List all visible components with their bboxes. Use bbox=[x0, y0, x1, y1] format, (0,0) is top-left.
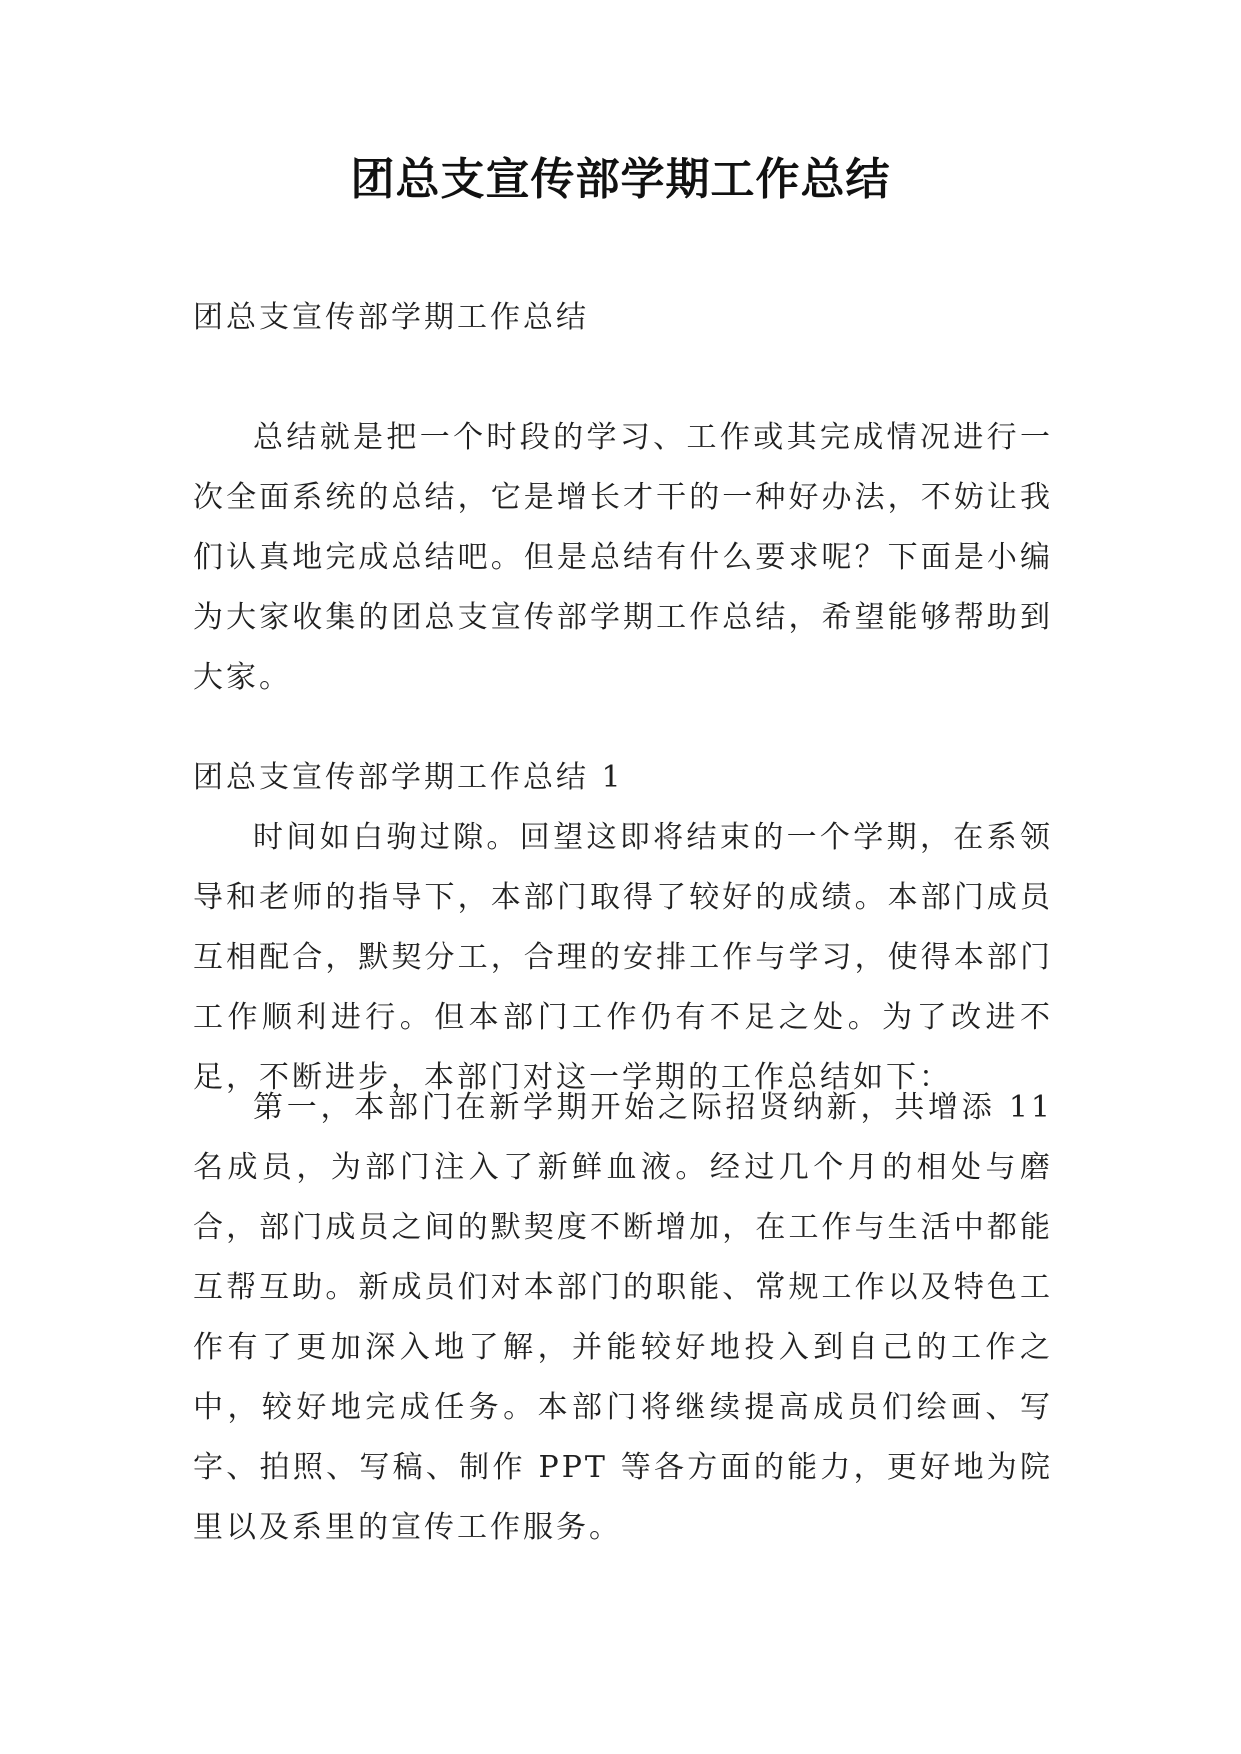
section-paragraph-2: 第一，本部门在新学期开始之际招贤纳新，共增添 11 名成员，为部门注入了新鲜血液。经过几个月的相处与磨合，部门成员之间的默契度不断增加，在工作与生活中都能互帮互助。新成员们对本部门的职能、常规工作以及特色工作有了更加深入地了解，并能较好地投入到自己的工作之中，较好地完成任务。本部门将继续提高成员们绘画、写字、拍照、写稿、制作 PPT 等各方面的能力，更好地为院里以及系里的宣传工作服务。 bbox=[193, 1090, 1053, 1545]
intro-paragraph: 总结就是把一个时段的学习、工作或其完成情况进行一次全面系统的总结，它是增长才干的一种好办法，不妨让我们认真地完成总结吧。但是总结有什么要求呢？下面是小编为大家收集的团总支宣传部学期工作总结，希望能够帮助到大家。 bbox=[193, 420, 1053, 695]
document-subtitle: 团总支宣传部学期工作总结 bbox=[193, 300, 589, 335]
section-heading: 团总支宣传部学期工作总结 1 bbox=[193, 760, 624, 795]
document-title: 团总支宣传部学期工作总结 bbox=[350, 154, 891, 205]
section-paragraph-1: 时间如白驹过隙。回望这即将结束的一个学期，在系领导和老师的指导下，本部门取得了较好的成绩。本部门成员互相配合，默契分工，合理的安排工作与学习，使得本部门工作顺利进行。但本部门工作仍有不足之处。为了改进不足，不断进步，本部门对这一学期的工作总结如下： bbox=[193, 820, 1053, 1095]
